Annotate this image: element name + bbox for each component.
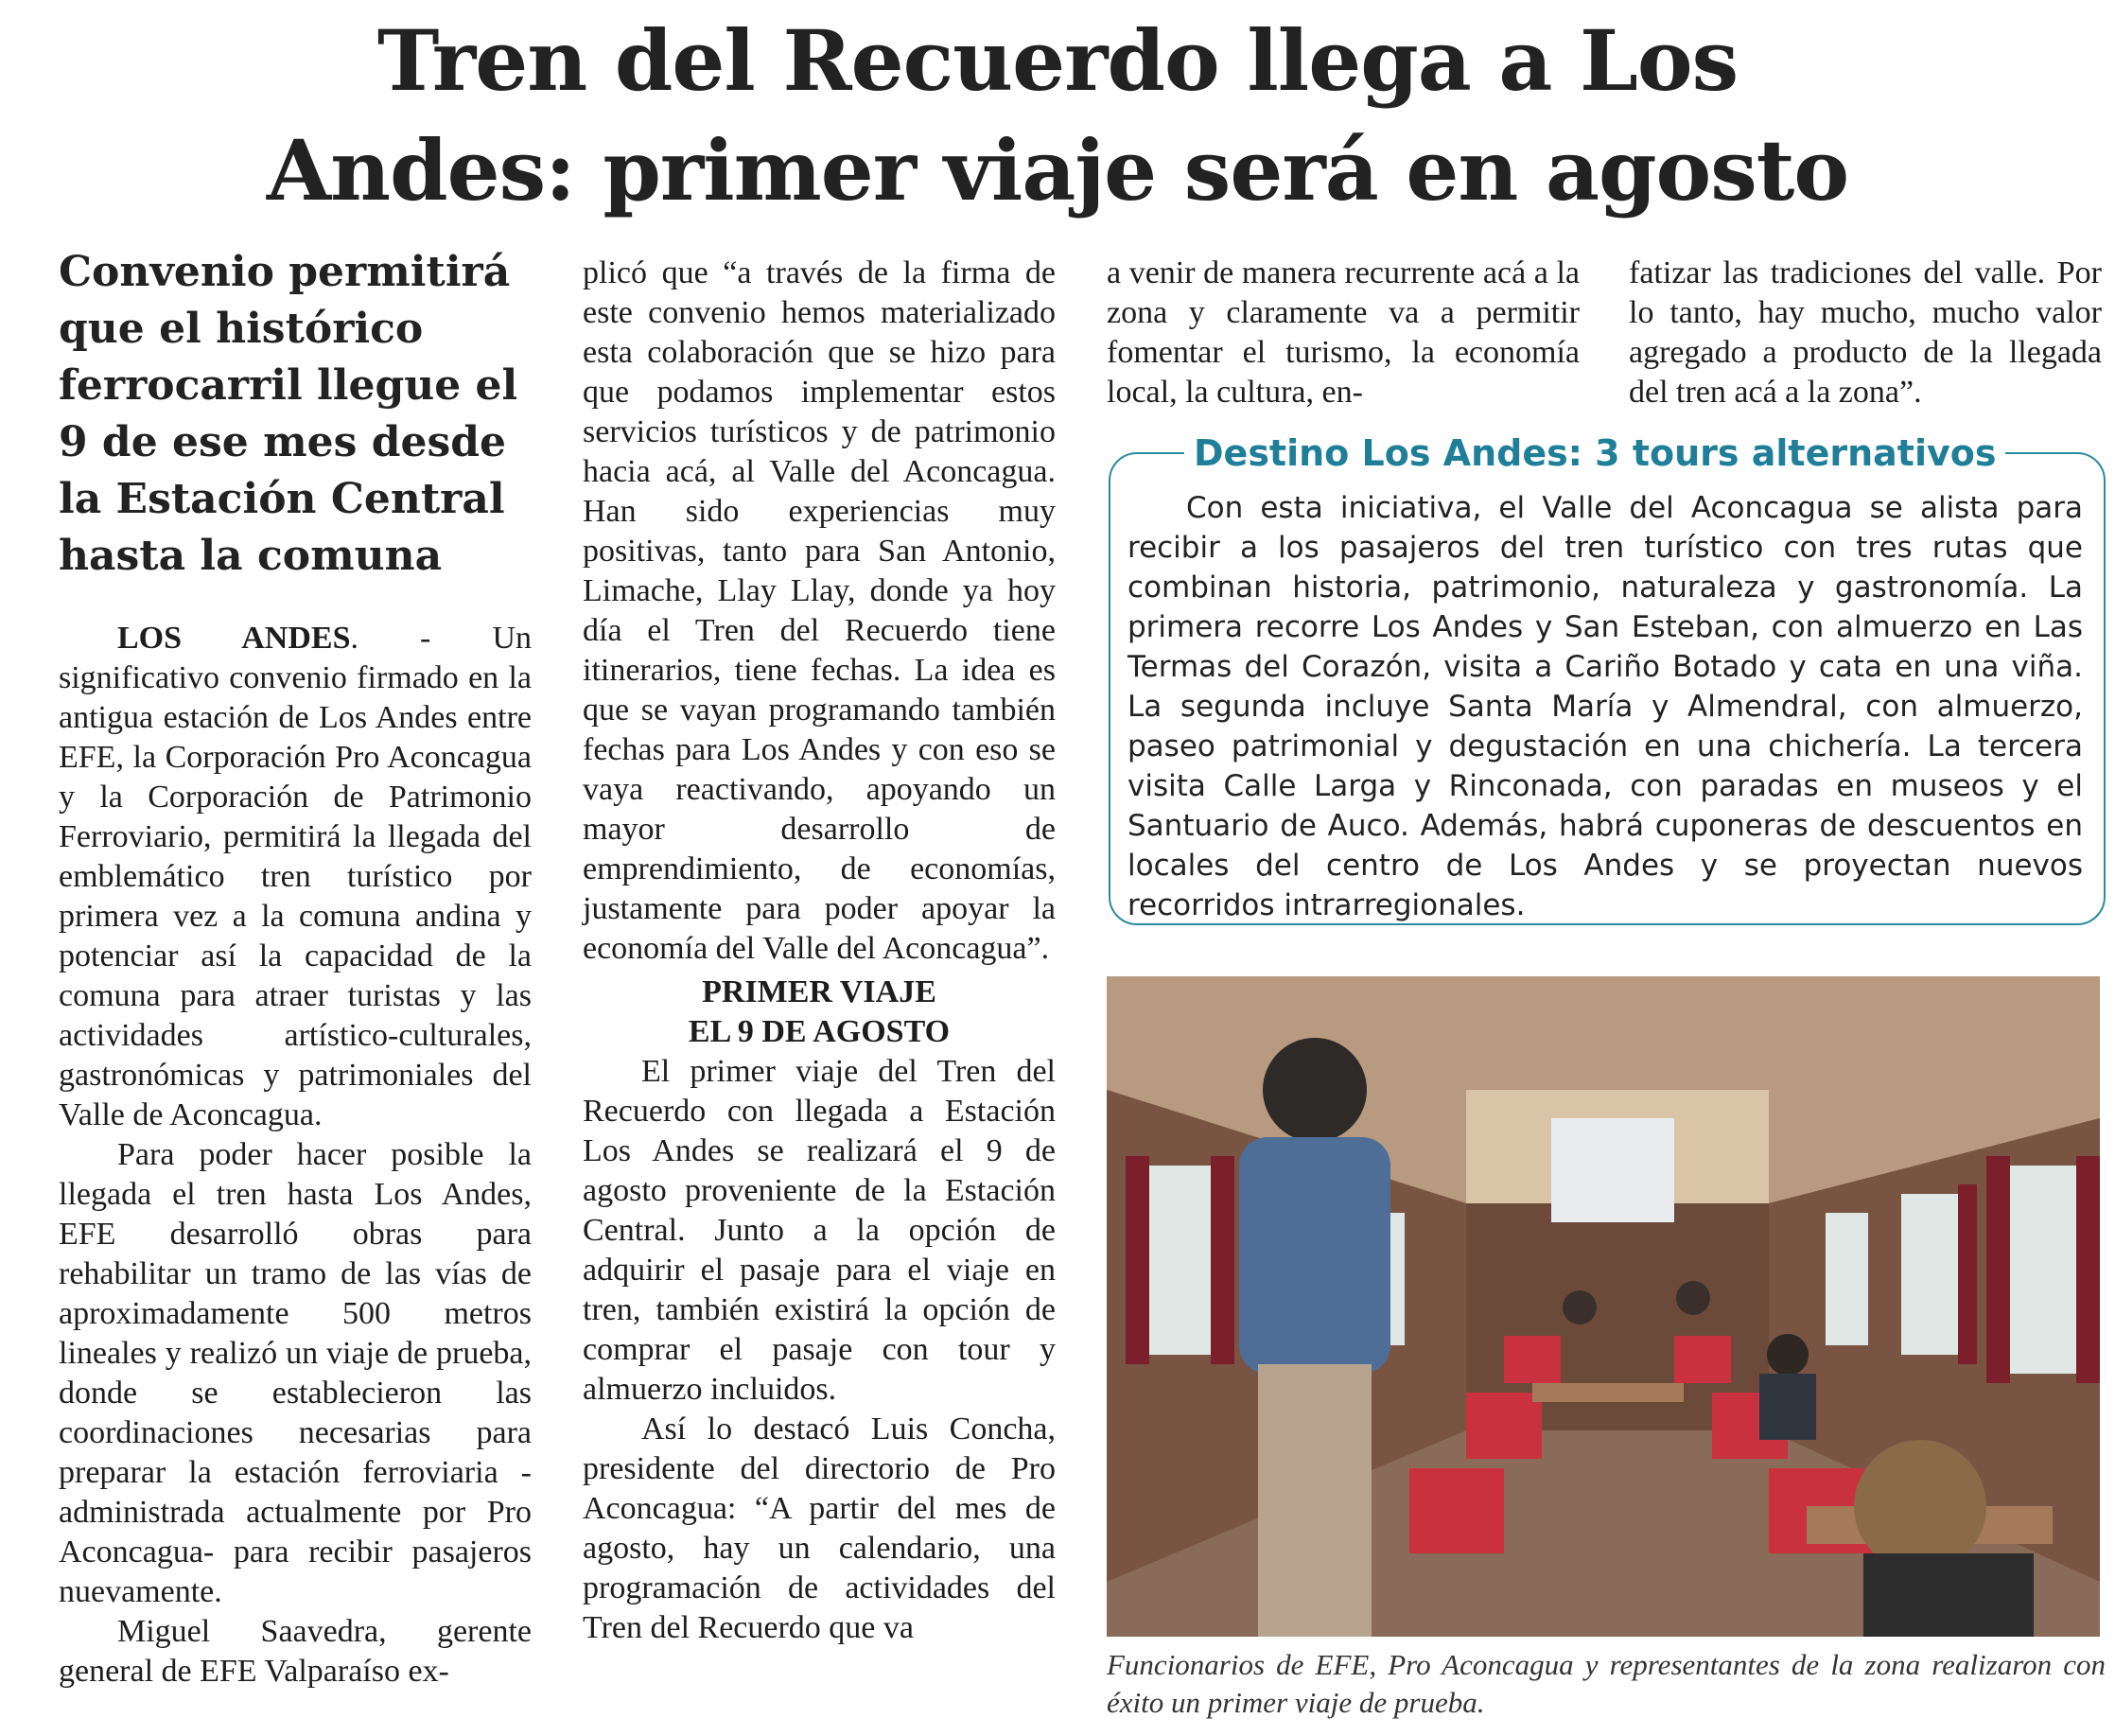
article-column-4 bbox=[1629, 254, 2102, 412]
train-interior-illustration bbox=[1107, 976, 2100, 1637]
column-1-paragraph-1-text: . - Un significativo convenio firmado en la antigua estación de Los Andes entre EFE, la Corporación Pro Aconcagua y la Corporación de Patrimonio Ferroviario, permitirá la llegada del emblemático tren turístico por primera vez a la comuna andina y potenciar así la capacidad de la comuna para atraer turistas y las actividades artístico-culturales, gastronómicas y patrimoniales del Valle de Aconcagua. bbox=[59, 621, 532, 1132]
article-column-3 bbox=[1107, 254, 1580, 412]
column-2-paragraph-1: plicó que “a través de la firma de este convenio hemos materializado esta colaboración que se hizo para que podamos implementar estos servicios turísticos y de patrimonio hacia acá, al Valle del Aconcagua. Han sido experiencias muy positivas, tanto para San Antonio, Limache, Llay Llay, donde ya hoy día el Tren del Recuerdo tiene itinerarios, tiene fechas. La idea es que se vayan programando también fechas para Los Andes y con eso se vaya reactivando, apoyando un mayor desarrollo de emprendimiento, de economías, justamente para poder apoyar la economía del Valle del Aconcagua”. bbox=[583, 255, 1056, 966]
dateline: LOS ANDES bbox=[117, 621, 351, 656]
headline bbox=[57, 6, 2058, 225]
section-head bbox=[583, 973, 1056, 1052]
column-1-paragraph-2: Para poder hacer posible la llegada el tren hasta Los Andes, EFE desarrolló obras para rehabilitar un tramo de las vías de aproximadamente 500 metros lineales y realizó un viaje de prueba, donde se establecieron las coordinaciones necesarias para preparar la estación ferroviaria -administrada actualmente por Pro Aconcagua- para recibir pasajeros nuevamente. bbox=[59, 1137, 532, 1609]
train-interior-photo bbox=[1107, 976, 2100, 1637]
headline-line-2: Andes: primer viaje será en agosto bbox=[266, 121, 1849, 219]
column-4-paragraph-1: fatizar las tradiciones del valle. Por lo tanto, hay mucho, mucho valor agregado a producto de la llegada del tren acá a la zona”. bbox=[1629, 255, 2102, 410]
section-head-line-2: EL 9 DE AGOSTO bbox=[688, 1014, 951, 1049]
photo-caption: Funcionarios de EFE, Pro Aconcagua y representantes de la zona realizaron con éxito un primer viaje de prueba. bbox=[1107, 1648, 2106, 1719]
column-2-paragraph-2: El primer viaje del Tren del Recuerdo con llegada a Estación Los Andes se realizará el 9 de agosto proveniente de la Estación Central. Junto a la opción de adquirir el pasaje para el viaje en tren, también existirá la opción de comprar el pasaje con tour y almuerzo incluidos. bbox=[583, 1054, 1056, 1407]
article-column-2 bbox=[583, 254, 1056, 1648]
section-head-line-1: PRIMER VIAJE bbox=[702, 974, 936, 1009]
article-column-1 bbox=[59, 619, 532, 1692]
subheadline: Convenio permitirá que el histórico ferrocarril llegue el 9 de ese mes desde la Estación Central hasta la comuna bbox=[59, 248, 518, 580]
column-1-paragraph-1 bbox=[59, 619, 532, 1135]
headline-line-1: Tren del Recuerdo llega a Los bbox=[376, 11, 1739, 110]
column-3-paragraph-1: a venir de manera recurrente acá a la zona y claramente va a permitir fomentar el turismo, la economía local, la cultura, en- bbox=[1107, 255, 1580, 410]
sidebar-box-title: Destino Los Andes: 3 tours alternativos bbox=[1184, 428, 2005, 479]
sidebar-box-text: Con esta iniciativa, el Valle del Aconcagua se alista para recibir a los pasajeros del tren turístico con tres rutas que combinan historia, patrimonio, naturaleza y gastronomía. La primera recorre Los Andes y San Esteban, con almuerzo en Las Termas del Corazón, visita a Cariño Botado y cata en una viña. La segunda incluye Santa María y Almendral, con almuerzo, paseo patrimonial y degustación en una chichería. La tercera visita Calle Larga y Rinconada, con paradas en museos y el Santuario de Auco. Además, habrá cuponeras de descuentos en locales del centro de Los Andes y se proyectan nuevos recorridos intrarregionales. bbox=[1127, 491, 2083, 922]
column-2-paragraph-3: Así lo destacó Luis Concha, presidente del directorio de Pro Aconcagua: “A partir del mes de agosto, hay un calendario, una programación de actividades del Tren del Recuerdo que va bbox=[583, 1412, 1056, 1645]
column-1-paragraph-3: Miguel Saavedra, gerente general de EFE Valparaíso ex- bbox=[59, 1614, 532, 1689]
